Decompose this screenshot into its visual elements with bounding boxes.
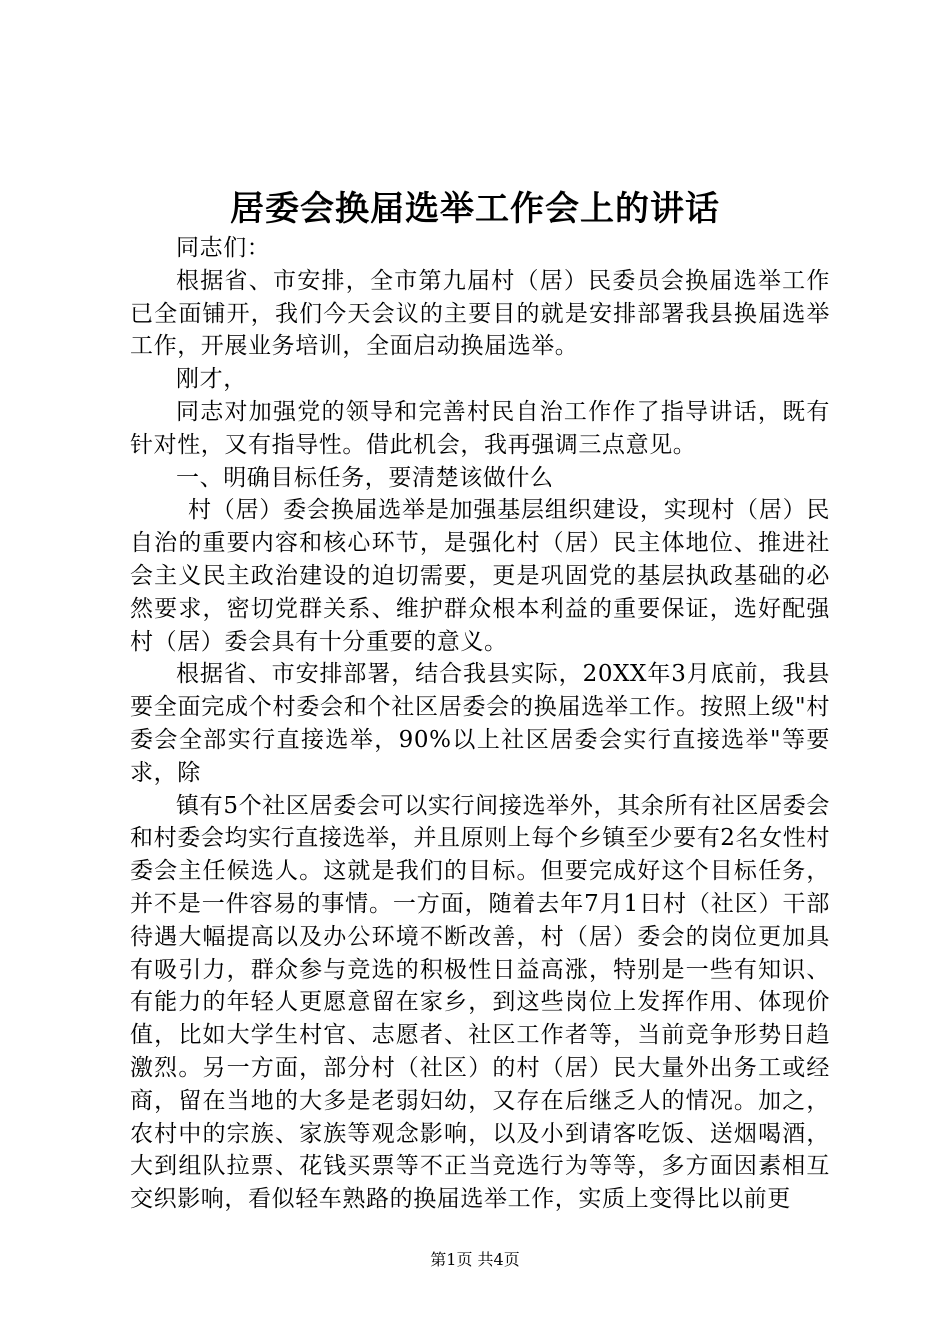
- body-paragraph: 镇有5个社区居委会可以实行间接选举外，其余所有社区居委会和村委会均实行直接选举，并且原则上每个乡镇至少要有2名女性村委会主任候选人。这就是我们的目标。但要完成好这个目标任务，并不是一件容易的事情。一方面，随着去年7月1日村（社区）干部待遇大幅提高以及办公环境不断改善，村（居）委会的岗位更加具有吸引力，群众参与竞选的积极性日益高涨，特别是一些有知识、有能力的年轻人更愿意留在家乡，到这些岗位上发挥作用、体现价值，比如大学生村官、志愿者、社区工作者等，当前竞争形势日趋激烈。另一方面，部分村（社区）的村（居）民大量外出务工或经商，留在当地的大多是老弱妇幼，又存在后继乏人的情况。加之，农村中的宗族、家族等观念影响，以及小到请客吃饭、送烟喝酒，大到组队拉票、花钱买票等不正当竞选行为等等，多方面因素相互交织影响，看似轻车熟路的换届选举工作，实质上变得比以前更: [130, 792, 830, 1213]
- page-footer: 第1页 共4页: [430, 1250, 520, 1269]
- document-title: 居委会换届选举工作会上的讲话: [230, 189, 720, 229]
- body-paragraph: 根据省、市安排，全市第九届村（居）民委员会换届选举工作已全面铺开，我们今天会议的主要目的就是安排部署我县换届选举工作，开展业务培训，全面启动换届选举。: [130, 267, 830, 360]
- body-paragraph: 村（居）委会换届选举是加强基层组织建设，实现村（居）民自治的重要内容和核心环节，是强化村（居）民主体地位、推进社会主义民主政治建设的迫切需要，更是巩固党的基层执政基础的必然要求，密切党群关系、维护群众根本利益的重要保证，选好配强村（居）委会具有十分重要的意义。: [130, 497, 830, 655]
- section-heading: 一、明确目标任务，要清楚该做什么: [176, 464, 554, 491]
- document-body: [130, 232, 830, 1216]
- body-paragraph: 同志对加强党的领导和完善村民自治工作作了指导讲话，既有针对性，又有指导性。借此机会，我再强调三点意见。: [130, 398, 830, 458]
- salutation-paragraph: 同志们：: [176, 235, 271, 261]
- body-paragraph: 根据省、市安排部署，结合我县实际，20XX年3月底前，我县要全面完成个村委会和个社区居委会的换届选举工作。按照上级"村委会全部实行直接选举，90%以上社区居委会实行直接选举"等要求，除: [130, 661, 830, 786]
- body-paragraph: 刚才，: [176, 366, 247, 393]
